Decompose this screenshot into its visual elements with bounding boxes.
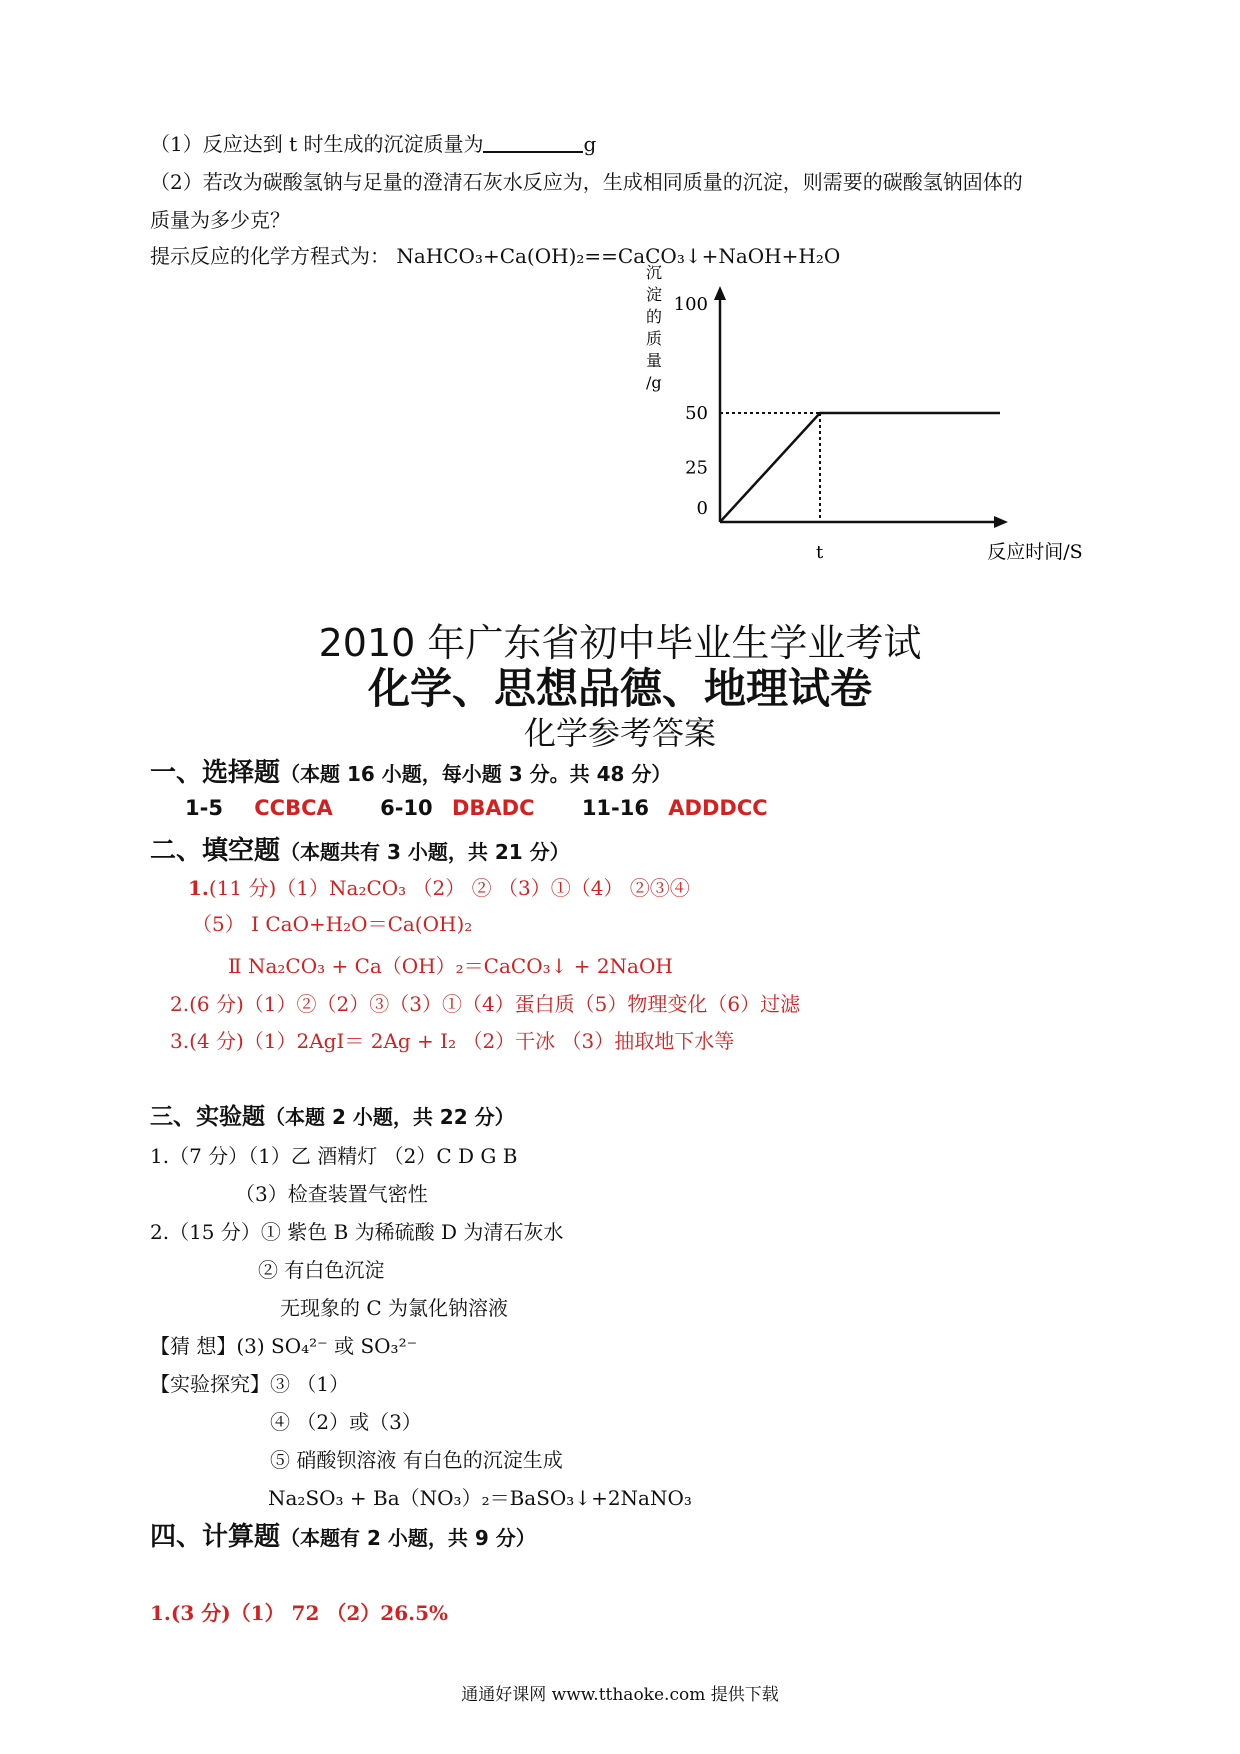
exam-title: 2010 年广东省初中毕业生学业考试 bbox=[318, 621, 922, 665]
x-tick-label: t bbox=[816, 542, 824, 563]
data-series bbox=[720, 413, 1000, 522]
question-2-line1: （2）若改为碳酸氢钠与足量的澄清石灰水反应为，生成相同质量的沉淀，则需要的碳酸氢钠固体的 bbox=[150, 170, 1023, 194]
section-2-heading bbox=[150, 830, 570, 867]
choice-range-1: 1-5 bbox=[185, 796, 223, 820]
fill-answer-1-line3: Ⅱ Na₂CO₃ + Ca（OH）₂＝CaCO₃↓ + 2NaOH bbox=[228, 954, 673, 978]
exp-answer-line7: 【实验探究】③ （1） bbox=[150, 1372, 350, 1396]
choice-answer-2: DBADC bbox=[451, 796, 535, 820]
choice-range-3: 11-16 bbox=[581, 796, 649, 820]
answer-key-title: 化学参考答案 bbox=[523, 714, 716, 752]
choice-answer-3: ADDDCC bbox=[668, 796, 768, 820]
x-axis-ticks bbox=[816, 542, 824, 563]
y-axis-ticks bbox=[674, 294, 708, 519]
y-axis-label bbox=[646, 263, 662, 392]
precipitate-mass-chart bbox=[640, 262, 1090, 572]
y-axis-label-char: 淀 bbox=[646, 285, 663, 304]
series-line bbox=[720, 413, 1000, 522]
x-axis-arrow bbox=[994, 516, 1008, 528]
exp-answer-line3: 2.（15 分）① 紫色 B 为稀硫酸 D 为清石灰水 bbox=[150, 1220, 564, 1244]
exp-answer-line8: ④ （2）或（3） bbox=[270, 1410, 422, 1434]
y-axis-label-char: 的 bbox=[646, 307, 663, 326]
answer-blank bbox=[483, 133, 583, 153]
fill-answer-1-number: 1. bbox=[188, 876, 209, 900]
y-axis-label-char: 沉 bbox=[646, 263, 663, 282]
exp-answer-line9: ⑤ 硝酸钡溶液 有白色的沉淀生成 bbox=[270, 1448, 563, 1472]
exp-answer-line6: 【猜 想】(3) SO₄²⁻ 或 SO₃²⁻ bbox=[150, 1334, 418, 1358]
y-axis-label-char: 量 bbox=[646, 351, 663, 370]
y-axis-label-char: /g bbox=[646, 373, 662, 392]
question-1-text: （1）反应达到 t 时生成的沉淀质量为 bbox=[150, 132, 484, 156]
fill-answer-1-line2: （5） I CaO+H₂O＝Ca(OH)₂ bbox=[192, 912, 473, 936]
section-3-title: 三、实验题 bbox=[150, 1104, 265, 1130]
question-1-unit: g bbox=[583, 132, 597, 156]
y-axis-label-char: 质 bbox=[646, 329, 663, 348]
fill-answer-1-text: (11 分)（1）Na₂CO₃ （2） ② （3）①（4） ②③④ bbox=[208, 876, 690, 900]
page-footer: 通通好课网 www.tthaoke.com 提供下载 bbox=[461, 1685, 779, 1705]
exp-answer-line10: Na₂SO₃ + Ba（NO₃）₂＝BaSO₃↓+2NaNO₃ bbox=[268, 1486, 692, 1510]
section-4-note: （本题有 2 小题，共 9 分） bbox=[280, 1526, 536, 1550]
y-axis-arrow bbox=[714, 286, 726, 300]
y-tick-label: 50 bbox=[685, 403, 708, 424]
y-tick-label: 100 bbox=[673, 294, 708, 315]
section-4-title: 四、计算题 bbox=[150, 1522, 281, 1552]
hint-equation: 提示反应的化学方程式为： NaHCO₃+Ca(OH)₂==CaCO₃↓+NaOH+H₂O bbox=[150, 244, 841, 268]
exp-answer-line1: 1.（7 分）（1）乙 酒精灯 （2）C D G B bbox=[150, 1144, 518, 1168]
section-2-note: （本题共有 3 小题，共 21 分） bbox=[280, 840, 570, 864]
section-1-note: （本题 16 小题，每小题 3 分。共 48 分） bbox=[280, 762, 672, 786]
y-tick-label: 0 bbox=[696, 498, 708, 519]
calc-answer-1: 1.(3 分)（1） 72 （2）26.5% bbox=[150, 1601, 448, 1625]
section-3-heading bbox=[150, 1098, 515, 1131]
section-3-note: （本题 2 小题，共 22 分） bbox=[265, 1105, 515, 1129]
question-1 bbox=[150, 128, 596, 157]
section-4-heading bbox=[150, 1516, 536, 1553]
section-2-title: 二、填空题 bbox=[150, 836, 281, 866]
choice-range-2: 6-10 bbox=[380, 796, 433, 820]
exp-answer-line4: ② 有白色沉淀 bbox=[258, 1258, 385, 1282]
choice-answers bbox=[185, 796, 768, 820]
exp-answer-line5: 无现象的 C 为氯化钠溶液 bbox=[280, 1296, 509, 1320]
fill-answer-1-line1 bbox=[188, 872, 690, 901]
section-1-heading bbox=[150, 752, 671, 789]
exam-subject-title: 化学、思想品德、地理试卷 bbox=[367, 664, 872, 713]
choice-answer-1: CCBCA bbox=[254, 796, 333, 820]
exp-answer-line2: （3）检查装置气密性 bbox=[235, 1182, 428, 1206]
question-2-line2: 质量为多少克？ bbox=[150, 208, 290, 232]
fill-answer-3: 3.(4 分)（1）2AgI＝ 2Ag + I₂ （2）干冰 （3）抽取地下水等 bbox=[170, 1029, 735, 1053]
section-1-title: 一、选择题 bbox=[150, 758, 281, 788]
x-axis-label: 反应时间/S bbox=[987, 541, 1083, 563]
y-tick-label: 25 bbox=[685, 457, 708, 479]
fill-answer-2: 2.(6 分)（1）②（2）③（3）①（4）蛋白质（5）物理变化（6）过滤 bbox=[170, 992, 801, 1016]
